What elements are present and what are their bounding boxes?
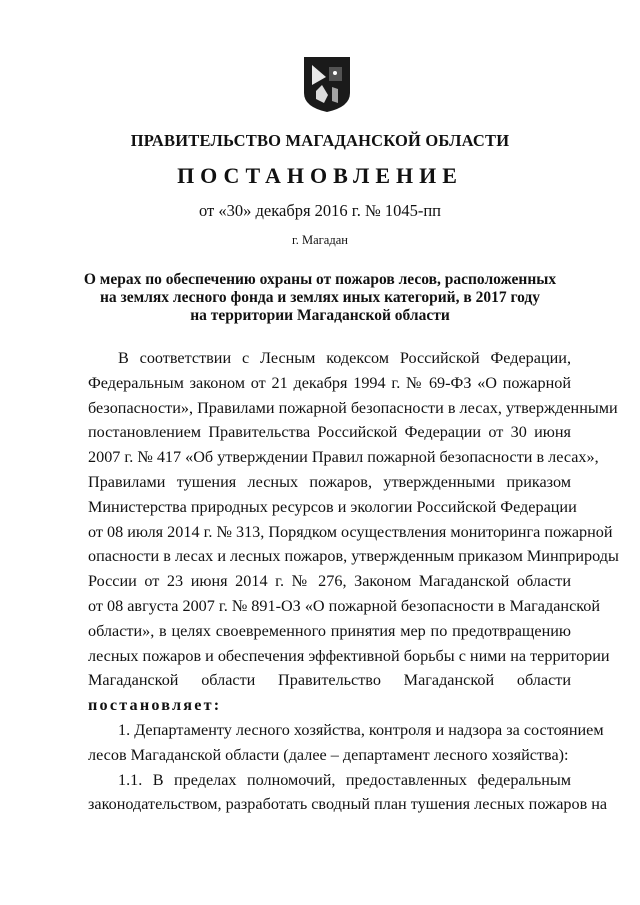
body-line: постановлением Правительства Российской Федерации от 30 июня: [88, 423, 571, 442]
coat-of-arms-emblem: [302, 55, 352, 113]
body-line: 1. Департаменту лесного хозяйства, контроля и надзора за состоянием: [118, 720, 604, 739]
body-line: Магаданской области Правительство Магаданской области: [88, 671, 571, 690]
body-line: опасности в лесах и лесных пожаров, утвержденным приказом Минприроды: [88, 547, 619, 566]
body-line: законодательством, разработать сводный план тушения лесных пожаров на: [88, 795, 608, 814]
body-line: В соответствии с Лесным кодексом Российской Федерации,: [118, 349, 571, 367]
title-line: на территории Магаданской области: [190, 307, 450, 324]
body-line: Федеральным законом от 21 декабря 1994 г. № 69-ФЗ «О пожарной: [88, 373, 571, 392]
body-line: от 08 августа 2007 г. № 891-ОЗ «О пожарной безопасности в Магаданской: [88, 596, 601, 615]
body-line: России от 23 июня 2014 г. № 276, Законом Магаданской области: [88, 572, 571, 591]
title-line: на землях лесного фонда и землях иных категорий, в 2017 году: [99, 289, 540, 306]
document-type: ПОСТАНОВЛЕНИЕ: [177, 163, 463, 188]
title-line: О мерах по обеспечению охраны от пожаров лесов, расположенных: [83, 271, 557, 288]
body-line: 1.1. В пределах полномочий, предоставленных федеральным: [118, 770, 571, 789]
decree-word: постановляет:: [88, 696, 222, 715]
body-line: лесов Магаданской области (далее – департамент лесного хозяйства):: [88, 745, 569, 764]
government-name: ПРАВИТЕЛЬСТВО МАГАДАНСКОЙ ОБЛАСТИ: [130, 131, 510, 150]
body-line: 2007 г. № 417 «Об утверждении Правил пожарной безопасности в лесах»,: [88, 448, 599, 467]
document-date-number: от «30» декабря 2016 г. № 1045-пп: [199, 201, 441, 220]
document-title: [0, 271, 640, 325]
city-name: г. Магадан: [292, 233, 348, 247]
body-line: от 08 июля 2014 г. № 313, Порядком осуществления мониторинга пожарной: [88, 522, 613, 541]
document-body: [88, 346, 619, 817]
body-line: безопасности», Правилами пожарной безопасности в лесах, утвержденными: [88, 398, 618, 417]
body-line: области», в целях своевременного принятия мер по предотвращению: [88, 621, 571, 640]
body-line: Правилами тушения лесных пожаров, утвержденными приказом: [88, 472, 571, 491]
body-line: лесных пожаров и обеспечения эффективной борьбы с ними на территории: [88, 646, 610, 665]
body-line: Министерства природных ресурсов и экологии Российской Федерации: [88, 497, 577, 516]
